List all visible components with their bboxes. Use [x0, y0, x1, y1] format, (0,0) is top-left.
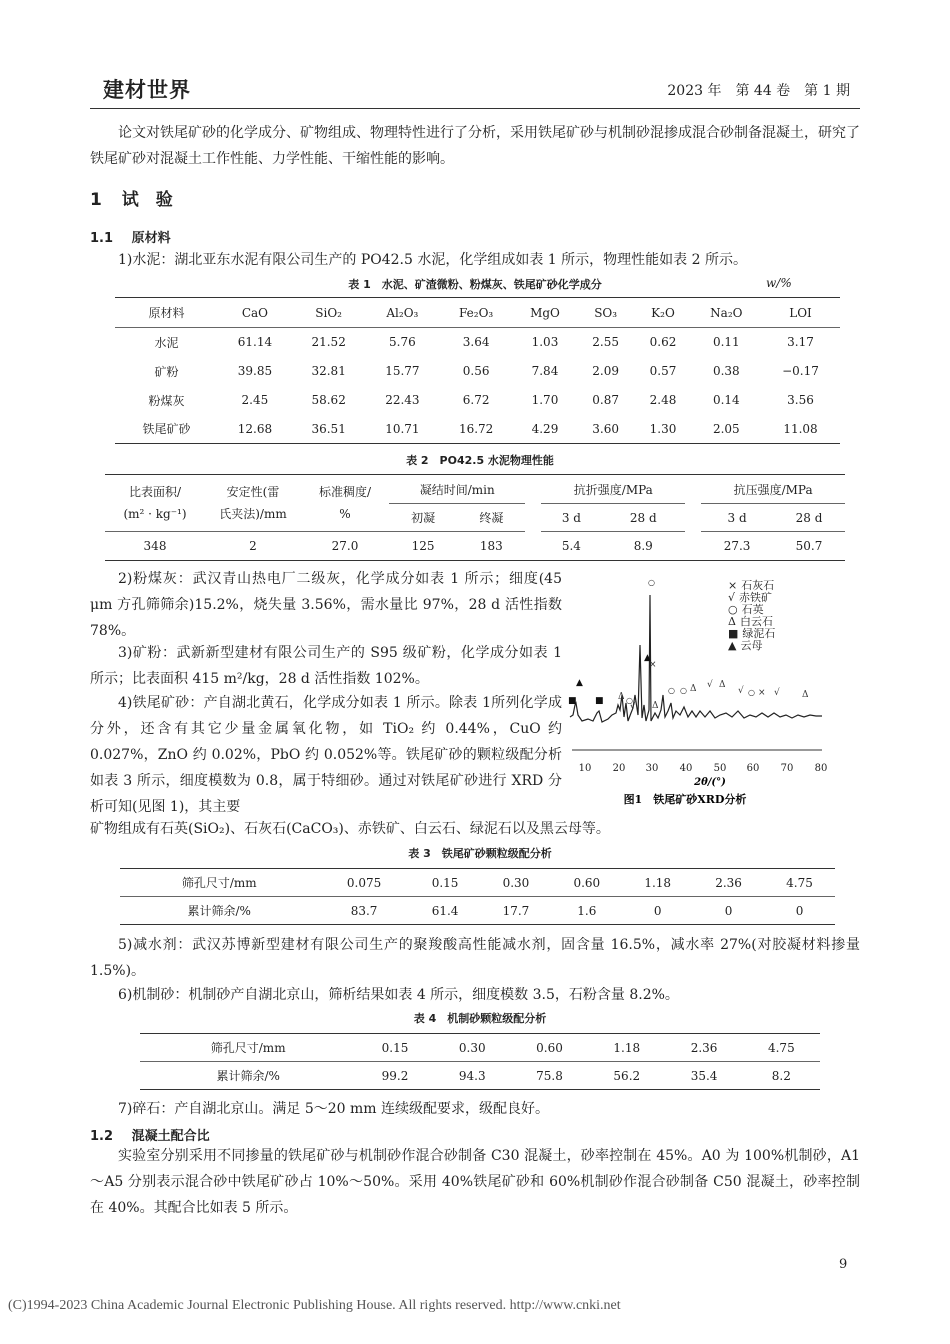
- table-cell: 8.2: [771, 1068, 791, 1083]
- table-cell: 1.03: [531, 335, 559, 350]
- x-axis-label: 2θ/(°): [694, 777, 726, 788]
- table-row: [115, 386, 840, 415]
- page-number: 9: [839, 1257, 848, 1272]
- table-cell: 0.60: [551, 869, 622, 897]
- cement-paragraph: 1)水泥：湖北亚东水泥有限公司生产的 PO42.5 水泥，化学组成如表 1 所示，物理性能如表 2 所示。: [118, 252, 747, 268]
- table1-caption-text: 表 1 水泥、矿渣微粉、粉煤灰、铁尾矿砂化学成分: [348, 278, 602, 291]
- table-cell: 0.60: [511, 1034, 588, 1062]
- table-cell: 5.76: [389, 335, 416, 350]
- table-cell: 铁尾矿砂: [142, 422, 191, 437]
- legend-label: 石灰石: [741, 579, 775, 592]
- slag-paragraph: 3)矿粉：武新新型建材有限公司生产的 S95 级矿粉，化学成分如表 1 所示；比表面积 415 m²/kg，28 d 活性指数 102%。: [90, 645, 562, 687]
- table2-subheader: 初凝: [389, 504, 457, 532]
- table-cell: 7.84: [531, 364, 559, 378]
- table-cell: −0.17: [782, 364, 819, 378]
- table-cell: 94.3: [458, 1068, 486, 1083]
- xrd-legend: [728, 579, 775, 652]
- table-cell: 27.0: [331, 539, 359, 553]
- table1-caption: [115, 276, 835, 292]
- table1-unit: w/%: [766, 276, 792, 290]
- legend-symbol: Δ: [728, 615, 736, 628]
- table4-caption: 表 4 机制砂颗粒级配分析: [413, 1012, 547, 1025]
- table-cell: 0: [653, 903, 662, 918]
- table-cell: 32.81: [311, 364, 346, 378]
- table2-gap: [685, 475, 701, 504]
- table-cell: 58.62: [311, 393, 346, 407]
- table2-header-text: 标准稠度/: [318, 485, 372, 499]
- table-cell: 0.38: [712, 364, 740, 378]
- table-cell: 12.68: [237, 421, 273, 436]
- x-tick-label: 20: [612, 763, 626, 774]
- svg-text:√赤铁矿: [728, 590, 772, 604]
- table-cell: 3.64: [462, 335, 490, 350]
- x-tick-label: 60: [746, 763, 760, 774]
- legend-symbol: ×: [728, 579, 738, 592]
- quartz-marker: ○: [748, 688, 755, 697]
- table-cell: 61.14: [237, 335, 273, 350]
- copyright-footer: (C)1994-2023 China Academic Journal Electronic Publishing House. All rights reserved. http://www.cnki.net: [8, 1298, 621, 1313]
- table-cell: 矿粉: [154, 364, 179, 379]
- mica-marker: ▲: [576, 678, 583, 688]
- table-cell: 0.56: [462, 364, 490, 378]
- table-cell: 筛孔尺寸/mm: [120, 869, 318, 897]
- flyash-paragraph: 2)粉煤灰：武汉青山热电厂二级灰，化学成分如表 1 所示；细度(45 μm 方孔筛筛余)15.2%，烧失量 3.56%，需水量比 97%，28 d 活性指数 78%。: [90, 571, 562, 639]
- table2-header-row-1: [105, 475, 845, 504]
- table2-gap: [685, 504, 701, 532]
- svg-text:○石英: [728, 602, 764, 616]
- table-cell: 10.71: [385, 421, 420, 436]
- table-cell: 0.30: [434, 1034, 511, 1062]
- hematite-marker: √: [630, 702, 636, 712]
- section-number: 1: [90, 190, 102, 210]
- dolomite-marker: Δ: [652, 701, 659, 711]
- table-cell: 1.30: [649, 421, 677, 436]
- table-cell: 2.48: [649, 393, 677, 407]
- subsection-title: 原材料: [131, 231, 171, 246]
- table2-subheader: 3 d: [701, 504, 773, 532]
- hematite-marker: √: [738, 686, 744, 696]
- table-cell: 0.14: [712, 393, 740, 407]
- table-row: [115, 357, 840, 386]
- table-cell: 6.72: [462, 393, 490, 407]
- mix-paragraph: 实验室分别采用不同掺量的铁尾矿砂与机制砂作混合砂制备 C30 混凝土，砂率控制在 45%。A0 为 100%机制砂，A1～A5 分别表示混合砂中铁尾矿砂占 10%～50%。采用 40%铁尾矿砂和 60%机制砂作混合砂制备 C50 混凝土，砂率控制在 40%。其配合比如表 5 所示。: [90, 1148, 860, 1216]
- table-cell: 4.29: [531, 421, 559, 436]
- table2-header-text: (m² · kg⁻¹): [123, 507, 187, 521]
- table-cell: 99.2: [381, 1068, 409, 1083]
- legend-symbol: ○: [728, 603, 738, 616]
- table-cell: 2.55: [592, 335, 619, 350]
- table2-header-text: 氏夹法)/mm: [219, 507, 287, 521]
- table-cell: 4.75: [764, 869, 835, 897]
- calcite-marker: ×: [649, 660, 657, 670]
- table1: [115, 297, 840, 444]
- dolomite-marker: Δ: [802, 690, 809, 700]
- table-cell: 0.30: [481, 869, 552, 897]
- table2-caption: 表 2 PO42.5 水泥物理性能: [406, 454, 554, 467]
- table-cell: 0: [795, 903, 804, 918]
- table-row: [140, 1034, 820, 1062]
- msand-paragraph: 6)机制砂：机制砂产自湖北京山，筛析结果如表 4 所示，细度模数 3.5，石粉含量 8.2%。: [118, 987, 679, 1003]
- quartz-marker: ○: [680, 686, 687, 695]
- table-cell: 2.36: [693, 869, 764, 897]
- table-cell: 水泥: [154, 335, 179, 350]
- table-cell: 39.85: [237, 364, 273, 378]
- legend-label: 云母: [740, 639, 763, 652]
- table2-gap: [525, 504, 541, 532]
- table-cell: 筛孔尺寸/mm: [140, 1034, 356, 1062]
- table-cell: 8.9: [633, 539, 653, 553]
- section-heading: [90, 185, 173, 210]
- table1-header-cell: CaO: [218, 298, 292, 328]
- table-row: [115, 415, 840, 444]
- table-row: [105, 532, 845, 561]
- dolomite-marker: Δ: [719, 680, 726, 690]
- table2-header-text: 安定性(雷: [226, 485, 280, 499]
- xrd-figure: [560, 575, 855, 810]
- table-cell: 1.18: [622, 869, 693, 897]
- legend-label: 绿泥石: [742, 627, 776, 640]
- table-cell: 粉煤灰: [148, 393, 185, 408]
- table2-header-consistency: [301, 475, 389, 532]
- table-row: [115, 328, 840, 357]
- table1-header-cell: Al₂O₃: [366, 298, 440, 328]
- table-cell: 1.6: [577, 903, 597, 918]
- table-cell: 2.45: [241, 393, 269, 407]
- iron-tailings-paragraph-cont: 矿物组成有石英(SiO₂)、石灰石(CaCO₃)、赤铁矿、白云石、绿泥石以及黑云母等。: [90, 821, 610, 837]
- table-cell: 5.4: [561, 539, 581, 553]
- table1-header-cell: 原材料: [115, 298, 218, 328]
- table-cell: 50.7: [795, 539, 823, 553]
- table2-subheader: 28 d: [601, 504, 685, 532]
- table4: [140, 1033, 820, 1090]
- table-cell: 3.56: [787, 393, 814, 407]
- table-cell: 75.8: [536, 1068, 563, 1083]
- table-cell: 2.09: [592, 364, 619, 378]
- table-row: [120, 869, 835, 897]
- table-cell: 16.72: [458, 421, 494, 436]
- table-cell: 2.36: [665, 1034, 742, 1062]
- subsection-number: 1.1: [90, 231, 114, 246]
- dolomite-marker: Δ: [690, 684, 697, 694]
- table1-header-row: [115, 298, 840, 328]
- table-cell: 15.77: [385, 364, 420, 378]
- hematite-marker: √: [774, 688, 780, 698]
- quartz-marker: ○: [626, 696, 633, 705]
- table-cell: 348: [143, 539, 167, 553]
- subsection-heading-1-2: [90, 1125, 210, 1144]
- table2-header-area: [105, 475, 205, 532]
- mica-marker: ▲: [644, 653, 651, 663]
- table-cell: 22.43: [385, 393, 420, 407]
- calcite-marker: ×: [758, 688, 766, 698]
- table2: [105, 474, 845, 561]
- x-tick-label: 50: [713, 763, 727, 774]
- table1-header-cell: SiO₂: [292, 298, 366, 328]
- x-tick-label: 80: [814, 763, 828, 774]
- table-cell: 1.70: [531, 393, 559, 407]
- intro-paragraph: 论文对铁尾矿砂的化学成分、矿物组成、物理特性进行了分析，采用铁尾矿砂与机制砂混掺成混合砂制备混凝土，研究了铁尾矿砂对混凝土工作性能、力学性能、干缩性能的影响。: [90, 125, 860, 167]
- table2-subheader: 28 d: [773, 504, 845, 532]
- table2-header-flexural: 抗折强度/MPa: [541, 475, 685, 504]
- table-cell: 0.15: [356, 1034, 433, 1062]
- legend-label: 赤铁矿: [739, 591, 773, 604]
- journal-title: 建材世界: [103, 78, 191, 102]
- table-cell: 3.60: [592, 421, 619, 436]
- table2-header-compressive: 抗压强度/MPa: [701, 475, 845, 504]
- subsection-heading-1-1: [90, 227, 171, 246]
- x-tick-label: 40: [679, 763, 693, 774]
- legend-symbol: √: [728, 591, 736, 604]
- x-tick-label: 10: [578, 763, 592, 774]
- subsection-title: 混凝土配合比: [131, 1129, 210, 1144]
- table-cell: 35.4: [690, 1068, 718, 1083]
- gravel-paragraph: 7)碎石：产自湖北京山。满足 5～20 mm 连续级配要求，级配良好。: [118, 1101, 549, 1117]
- table-cell: 2: [249, 539, 257, 553]
- legend-label: 白云石: [739, 615, 773, 628]
- table-cell: 56.2: [613, 1068, 641, 1083]
- dolomite-marker: Δ: [618, 692, 625, 702]
- table-cell: 0.15: [410, 869, 481, 897]
- table-cell: 61.4: [431, 903, 459, 918]
- issue-info: 2023 年 第 44 卷 第 1 期: [667, 83, 850, 99]
- table2-header-text: %: [339, 507, 351, 521]
- table-cell: 11.08: [783, 421, 818, 436]
- table2-header-text: 比表面积/: [128, 485, 182, 499]
- figure1-caption: 图1 铁尾矿砂XRD分析: [623, 793, 747, 806]
- x-tick-label: 30: [645, 763, 659, 774]
- table2-gap: [525, 475, 541, 504]
- table-cell: 183: [479, 539, 503, 553]
- hematite-marker: √: [707, 680, 713, 690]
- header-rule: [90, 108, 860, 109]
- table-cell: 36.51: [311, 421, 346, 436]
- table2-subheader: 3 d: [541, 504, 601, 532]
- x-tick-labels: [579, 763, 828, 774]
- svg-text:▲云母: [728, 639, 762, 652]
- table1-header-cell: SO₃: [577, 298, 634, 328]
- table3-caption: 表 3 铁尾矿砂颗粒级配分析: [408, 847, 552, 860]
- table-cell: 2.05: [712, 421, 740, 436]
- table-cell: 21.52: [311, 335, 346, 350]
- table-cell: 17.7: [502, 903, 530, 918]
- table2-gap: [525, 532, 541, 561]
- table-cell: 83.7: [350, 903, 378, 918]
- x-tick-label: 70: [780, 763, 794, 774]
- table2-subheader: 终凝: [457, 504, 525, 532]
- table-cell: 3.17: [787, 335, 814, 350]
- chlorite-marker: ■: [595, 696, 604, 706]
- table1-header-cell: MgO: [513, 298, 577, 328]
- quartz-marker: ○: [668, 686, 675, 695]
- table-cell: 0.075: [318, 869, 409, 897]
- table2-header-soundness: [205, 475, 301, 532]
- table1-header-cell: Na₂O: [692, 298, 761, 328]
- table-cell: 0.11: [712, 335, 740, 350]
- table-cell: 0: [724, 903, 733, 918]
- iron-tailings-paragraph: 4)铁尾矿砂：产自湖北黄石，化学成分如表 1 所示。除表 1所列化学成分外，还含有其它少量金属氧化物，如 TiO₂ 约 0.44%，CuO 约 0.027%，ZnO 约 0.02%，PbO 约 0.052%等。铁尾矿砂的颗粒级配分析如表 3 所示，细度模数为 0.8，属于特细砂。通过对铁尾矿砂进行 XRD 分析可知(见图 1)，其主要: [90, 695, 562, 815]
- table-cell: 0.57: [649, 364, 677, 378]
- section-title: 试 验: [121, 190, 173, 210]
- table-cell: 1.18: [588, 1034, 665, 1062]
- table-cell: 125: [411, 539, 435, 553]
- table1-header-cell: Fe₂O₃: [439, 298, 513, 328]
- xrd-spectrum-line: [570, 595, 822, 722]
- table-cell: 0.62: [649, 335, 677, 350]
- table-cell: 0.87: [592, 393, 619, 407]
- legend-label: 石英: [741, 603, 764, 616]
- table-row: [120, 897, 835, 925]
- table3: [120, 868, 835, 925]
- reducer-paragraph: 5)减水剂：武汉苏博新型建材有限公司生产的聚羧酸高性能减水剂，固含量 16.5%，减水率 27%(对胶凝材料掺量 1.5%)。: [90, 937, 860, 979]
- subsection-number: 1.2: [90, 1129, 114, 1144]
- table1-header-cell: K₂O: [634, 298, 691, 328]
- chlorite-marker: ■: [568, 696, 577, 706]
- table-cell: 累计筛余/%: [216, 1069, 280, 1083]
- table2-header-setting: 凝结时间/min: [389, 475, 525, 504]
- quartz-marker: ○: [648, 578, 655, 587]
- table-cell: 累计筛余/%: [187, 904, 251, 918]
- legend-symbol: ■: [728, 627, 739, 640]
- table-row: [140, 1062, 820, 1090]
- table-cell: 27.3: [723, 539, 751, 553]
- table-cell: 4.75: [743, 1034, 820, 1062]
- legend-symbol: ▲: [728, 639, 737, 652]
- table2-gap: [685, 532, 701, 561]
- table1-header-cell: LOI: [761, 298, 840, 328]
